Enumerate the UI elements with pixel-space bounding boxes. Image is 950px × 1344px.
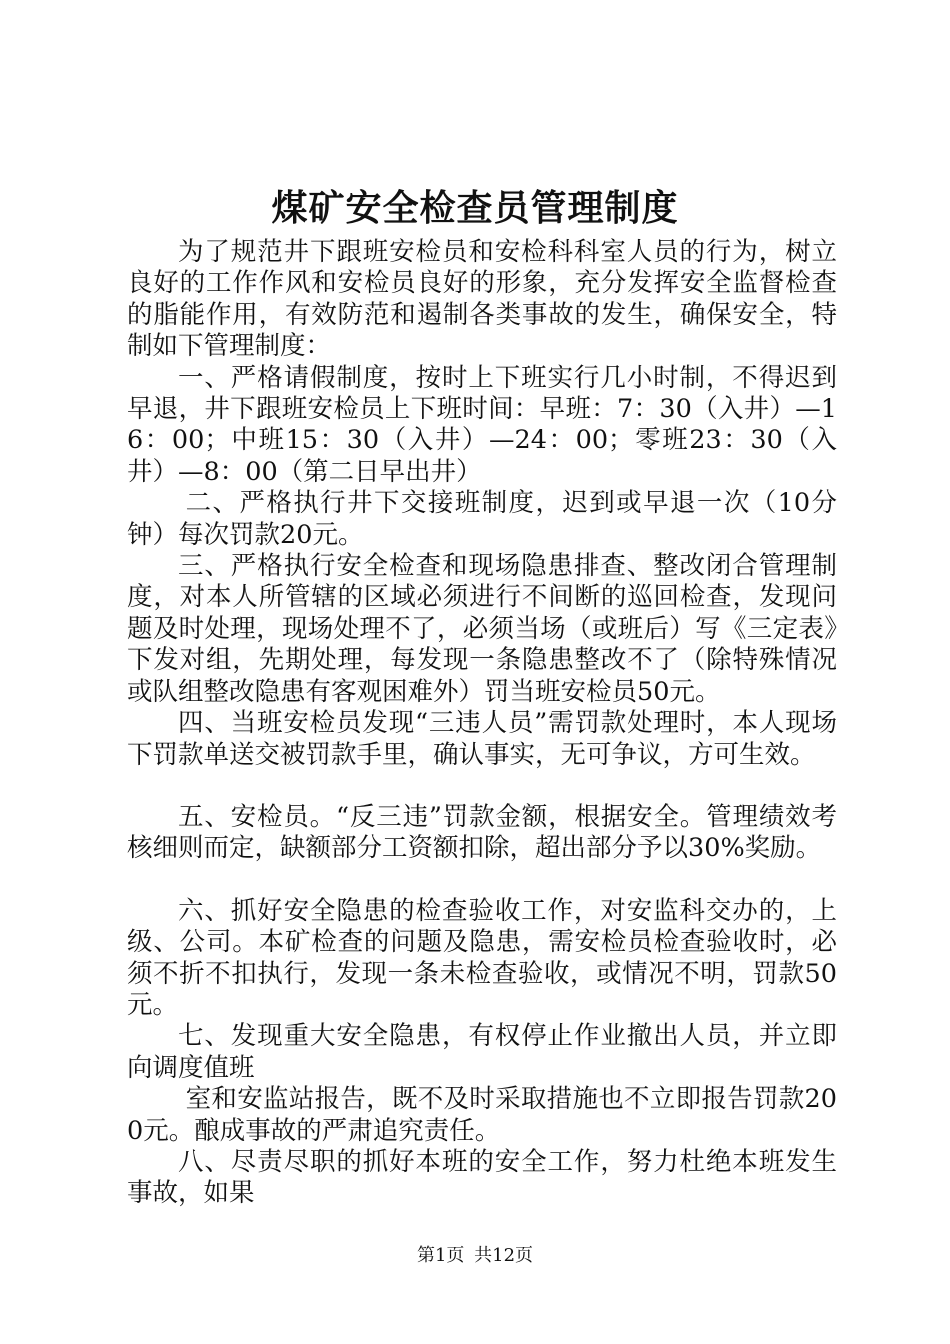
page-footer [0,1244,950,1268]
rule-5-paragraph: 五、安检员。“反三违”罚款金额，根据安全。管理绩效考核细则而定，缺额部分工资额扣除，超出部分予以30%奖励。 [127,801,837,864]
rule-2-paragraph: 二、严格执行井下交接班制度，迟到或早退一次（10分钟）每次罚款20元。 [127,488,837,550]
document-title: 煤矿安全检查员管理制度 [271,187,679,229]
rule-4-paragraph: 四、当班安检员发现“三违人员”需罚款处理时，本人现场下罚款单送交被罚款手里，确认事实，无可争议，方可生效。 [127,708,837,770]
rule-1-paragraph: 一、严格请假制度，按时上下班实行几小时制，不得迟到早退，井下跟班安检员上下班时间：早班：7：30（入井）—16：00；中班15：30（入井）—24：00；零班23：30（入井）—8：00（第二日早出井） [127,362,837,487]
rule-7-continuation: 室和安监站报告，既不及时采取措施也不立即报告罚款200元。酿成事故的严肃追究责任。 [127,1084,837,1146]
rule-8-paragraph: 八、尽责尽职的抓好本班的安全工作，努力杜绝本班发生事故，如果 [127,1146,837,1209]
intro-paragraph: 为了规范井下跟班安检员和安检科科室人员的行为，树立良好的工作作风和安检员良好的形象，充分发挥安全监督检查的脂能作用，有效防范和遏制各类事故的发生，确保安全，特制如下管理制度： [127,237,837,362]
page-number: 第1页 [416,1245,465,1266]
rule-3-paragraph: 三、严格执行安全检查和现场隐患排查、整改闭合管理制度，对本人所管辖的区域必须进行不间断的巡回检查，发现问题及时处理，现场处理不了，必须当场（或班后）写《三定表》下发对组，先期处理，每发现一条隐患整改不了（除特殊情况或队组整改隐患有客观困难外）罚当班安检员50元。 [127,551,837,707]
document-body [127,237,837,1210]
rule-6-paragraph: 六、抓好安全隐患的检查验收工作，对安监科交办的，上级、公司。本矿检查的问题及隐患，需安检员检查验收时，必须不折不扣执行，发现一条未检查验收，或情况不明，罚款50元。 [127,895,837,1020]
page-total: 共12页 [474,1245,534,1266]
rule-7-paragraph: 七、发现重大安全隐患，有权停止作业撤出人员，并立即向调度值班 [127,1021,837,1083]
